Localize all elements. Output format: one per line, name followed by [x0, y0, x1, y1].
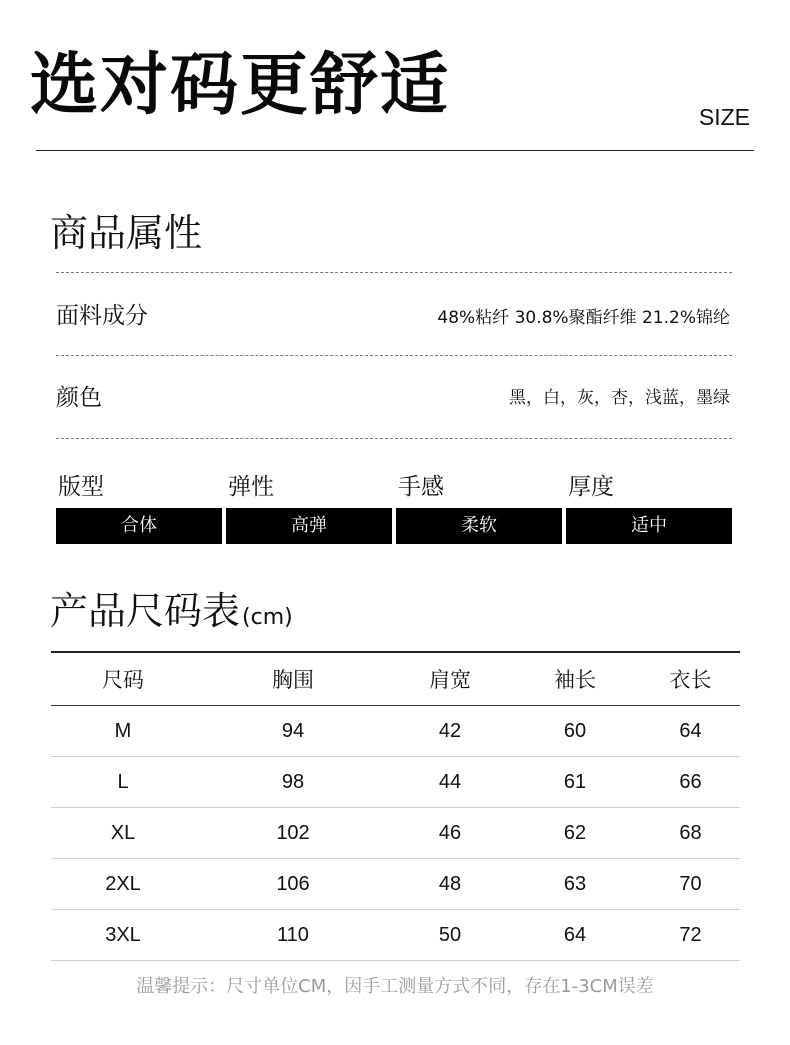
- cell-shoulder: 42: [391, 706, 509, 757]
- property-feel-label: 手感: [398, 474, 444, 500]
- color-label: 颜色: [56, 385, 102, 411]
- property-elasticity-label: 弹性: [228, 474, 274, 500]
- header-divider: [36, 150, 754, 151]
- page-title: 选对码更舒适: [30, 46, 451, 125]
- property-elasticity: [226, 476, 392, 544]
- header-sleeve: 袖长: [509, 652, 641, 706]
- cell-length: 66: [641, 757, 740, 808]
- property-fit-label: 版型: [58, 474, 104, 500]
- property-feel-value: 柔软: [396, 508, 562, 544]
- attr-divider-top: [56, 272, 732, 273]
- cell-size: L: [51, 757, 195, 808]
- cell-sleeve: 60: [509, 706, 641, 757]
- property-thickness-value: 适中: [566, 508, 732, 544]
- size-chart-title: [50, 589, 293, 633]
- table-row: [51, 808, 740, 859]
- cell-size: 3XL: [51, 910, 195, 961]
- cell-chest: 94: [195, 706, 391, 757]
- cell-chest: 98: [195, 757, 391, 808]
- cell-size: 2XL: [51, 859, 195, 910]
- header-shoulder: 肩宽: [391, 652, 509, 706]
- cell-shoulder: 46: [391, 808, 509, 859]
- cell-sleeve: 61: [509, 757, 641, 808]
- size-chart-title-text: 产品尺码表: [50, 589, 241, 633]
- cell-size: XL: [51, 808, 195, 859]
- cell-length: 64: [641, 706, 740, 757]
- property-grid: [56, 476, 732, 544]
- color-value: 黑，白，灰，杏，浅蓝，墨绿: [509, 388, 730, 408]
- cell-chest: 106: [195, 859, 391, 910]
- property-fit: [56, 476, 222, 544]
- cell-shoulder: 48: [391, 859, 509, 910]
- table-row: [51, 757, 740, 808]
- fabric-label: 面料成分: [56, 303, 148, 329]
- cell-shoulder: 44: [391, 757, 509, 808]
- cell-sleeve: 63: [509, 859, 641, 910]
- cell-chest: 102: [195, 808, 391, 859]
- cell-sleeve: 62: [509, 808, 641, 859]
- cell-sleeve: 64: [509, 910, 641, 961]
- table-row: [51, 859, 740, 910]
- table-header-row: [51, 652, 740, 706]
- cell-size: M: [51, 706, 195, 757]
- attributes-title: 商品属性: [50, 211, 203, 255]
- attr-divider-bottom: [56, 438, 732, 439]
- property-elasticity-value: 高弹: [226, 508, 392, 544]
- size-table: [51, 651, 740, 961]
- page-subtitle: SIZE: [698, 104, 750, 130]
- cell-length: 72: [641, 910, 740, 961]
- property-feel: [396, 476, 562, 544]
- table-row: [51, 910, 740, 961]
- table-row: [51, 706, 740, 757]
- header-size: 尺码: [51, 652, 195, 706]
- header-chest: 胸围: [195, 652, 391, 706]
- attr-divider-middle: [56, 355, 732, 356]
- property-thickness: [566, 476, 732, 544]
- cell-chest: 110: [195, 910, 391, 961]
- cell-length: 68: [641, 808, 740, 859]
- cell-shoulder: 50: [391, 910, 509, 961]
- size-chart-unit: (cm): [242, 605, 293, 630]
- fabric-value: 48%粘纤 30.8%聚酯纤维 21.2%锦纶: [437, 308, 730, 328]
- measurement-note: 温馨提示：尺寸单位CM，因手工测量方式不同，存在1-3CM误差: [136, 976, 654, 997]
- header-length: 衣长: [641, 652, 740, 706]
- property-fit-value: 合体: [56, 508, 222, 544]
- property-thickness-label: 厚度: [568, 474, 614, 500]
- cell-length: 70: [641, 859, 740, 910]
